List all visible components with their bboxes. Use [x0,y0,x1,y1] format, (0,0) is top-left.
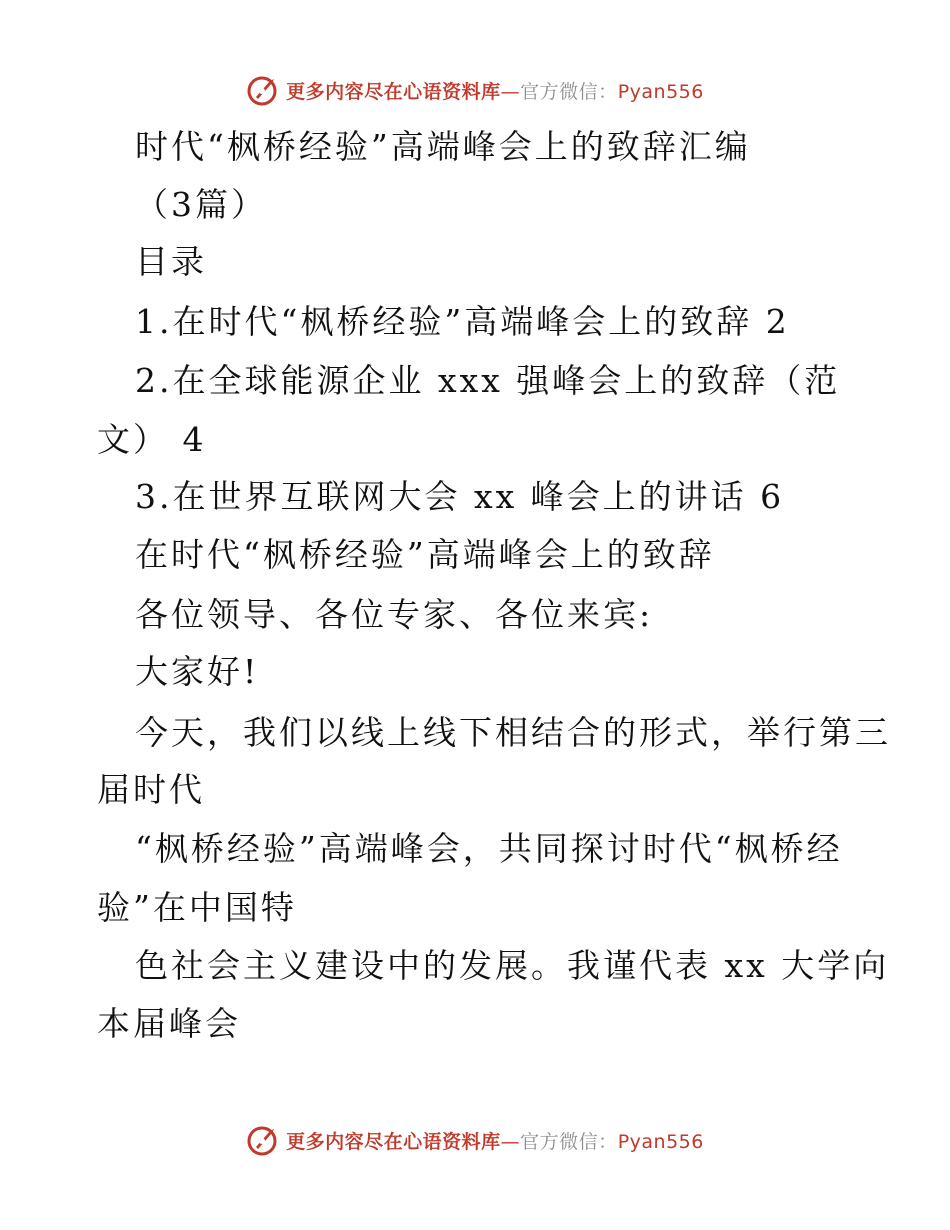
pen-logo-icon [246,73,280,107]
salutation: 各位领导、各位专家、各位来宾: [135,595,654,634]
toc-item-2: 2.在全球能源企业 xxx 强峰会上的致辞（范 [135,361,841,400]
document-title-line1: 时代“枫桥经验”高端峰会上的致辞汇编 [135,127,751,166]
banner-middle: 官方微信： [520,1130,618,1153]
body-line-3: “枫桥经验”高端峰会，共同探讨时代“枫桥经 [135,829,843,868]
banner-dash: — [500,1130,521,1153]
banner-middle: 官方微信： [520,80,618,103]
body-line-2: 届时代 [97,770,205,809]
toc-item-3: 3.在世界互联网大会 xx 峰会上的讲话 6 [135,477,785,516]
banner-highlight: 更多内容尽在心语资料库 [286,80,501,103]
footer-banner [0,1120,950,1160]
header-banner [0,70,950,110]
toc-heading: 目录 [135,242,207,281]
banner-text [286,1127,704,1154]
banner-text [286,77,704,104]
body-line-6: 本届峰会 [97,1004,241,1043]
body-line-5: 色社会主义建设中的发展。我谨代表 xx 大学向 [135,946,890,985]
banner-handle: Pyan556 [617,80,704,103]
toc-item-1: 1.在时代“枫桥经验”高端峰会上的致辞 2 [135,302,790,341]
banner-handle: Pyan556 [617,1130,704,1153]
document-title-line2: （3篇） [135,185,267,224]
body-line-4: 验”在中国特 [97,888,297,927]
body-line-1: 今天，我们以线上线下相结合的形式，举行第三 [135,713,891,752]
section-title: 在时代“枫桥经验”高端峰会上的致辞 [135,535,715,574]
pen-logo-icon [246,1123,280,1157]
banner-highlight: 更多内容尽在心语资料库 [286,1130,501,1153]
greeting: 大家好! [135,652,260,691]
toc-item-2-continuation: 文） 4 [97,420,207,459]
banner-dash: — [500,80,521,103]
